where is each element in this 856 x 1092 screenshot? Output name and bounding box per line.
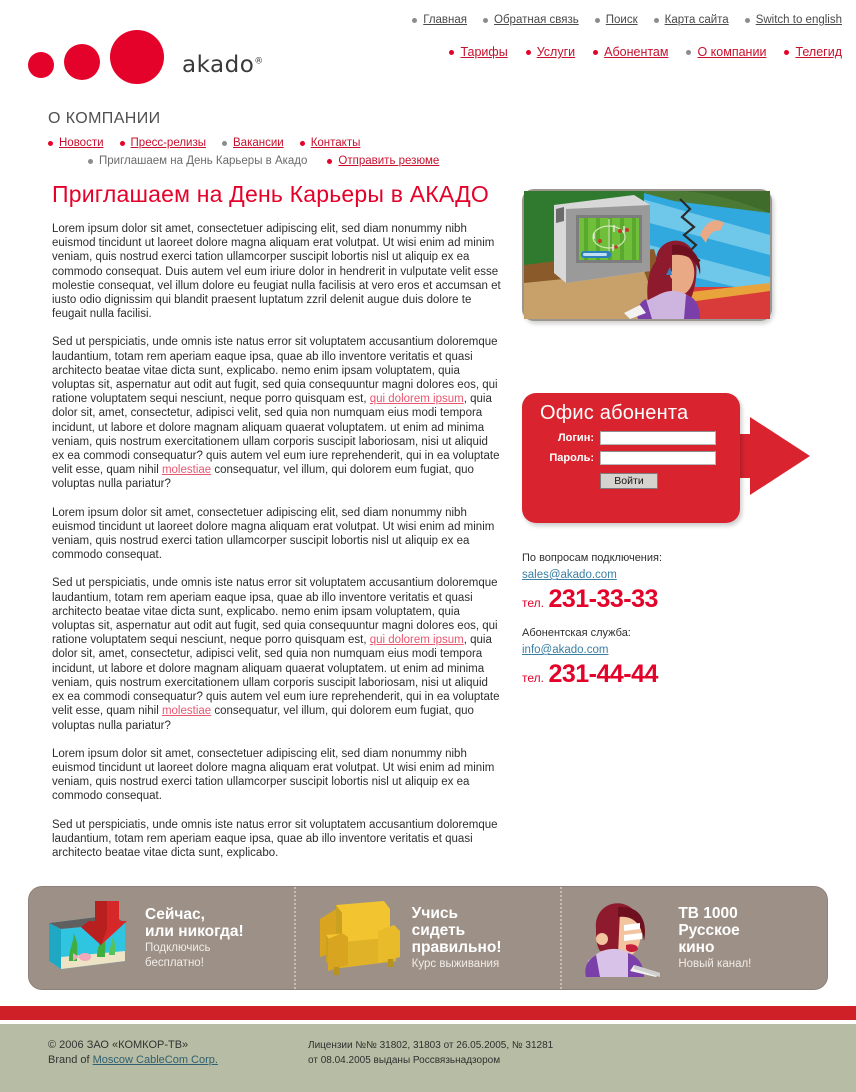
footer-brand-prefix: Brand of <box>48 1054 93 1067</box>
phone-number: 231-44-44 <box>548 660 658 688</box>
bullet-icon <box>526 50 531 55</box>
paragraph-text: , quia dolor sit, amet, consectetur, adipisci velit, sed quia non numquam eius modi tempora incidunt, ut labore et dolore magnam aliquam quaerat voluptatem. ut enim ad minima veniam, quis nostrum exercitationem ullam corporis suscipit laboriosam, nisi ut aliquid ex ea commodi consequatur? quis autem vel eum iure reprehenderit, qui in ea voluptate velit esse, quam nihil <box>52 393 500 477</box>
footer-copyright-block <box>48 1038 308 1092</box>
armchair-icon <box>302 899 406 977</box>
article-paragraph-6: Sed ut perspiciatis, unde omnis iste natus error sit voluptatem accusantium doloremque laudantium, totam rem aperiam eaque ipsa, quae ab illo inventore veritatis et quasi architecto beatae vitae dicta sunt, explicabo. <box>52 818 498 859</box>
promo-item-text <box>406 905 502 972</box>
tv-set-icon <box>554 195 650 283</box>
article-paragraph-4 <box>52 576 502 732</box>
utility-nav-link[interactable]: Switch to english <box>755 14 842 26</box>
footer-brand-line <box>48 1053 308 1068</box>
footer-brand-link[interactable]: Moscow CableCom Corp. <box>92 1054 218 1067</box>
utility-nav-link[interactable]: Карта сайта <box>664 14 729 26</box>
inline-link-qui-dolorem-ipsum[interactable]: qui dolorem ipsum <box>369 634 464 647</box>
promo-banner <box>28 886 828 990</box>
subnav-item-vacancies[interactable] <box>222 137 284 149</box>
login-panel <box>522 393 740 523</box>
logo-dot-small <box>28 52 54 78</box>
promo-title-line3: правильно! <box>411 938 502 956</box>
arrow-head-icon <box>750 417 810 495</box>
inline-link-molestiae[interactable]: molestiae <box>161 464 212 477</box>
paragraph-text: Sed ut perspiciatis, unde omnis iste natus error sit voluptatem accusantium doloremque laudantium, totam rem aperiam eaque ipsa, quae ab illo inventore veritatis et quasi architecto beatae vitae dicta sunt, explicabo. nemo enim ipsam voluptatem, quia voluptas sit, aspernatur aut odit aut fugit, sed quia consequuntur magni dolores eos, qui ratione voluptatem sequi nesciunt, neque porro quisquam est, <box>52 336 498 406</box>
paragraph-text: , quia dolor sit, amet, consectetur, adipisci velit, sed quia non numquam eius modi tempora incidunt, ut labore et dolore magnam aliquam quaerat voluptatem. ut enim ad minima veniam, quis nostrum exercitationem ullam corporis suscipit laboriosam, nisi ut aliquid ex ea commodi consequatur? quis autem vel eum iure reprehenderit, qui in ea voluptate velit esse, quam nihil <box>52 634 500 718</box>
promo-item-tv1000[interactable] <box>562 887 827 989</box>
subnav-link[interactable]: Новости <box>59 137 104 149</box>
bullet-icon <box>593 50 598 55</box>
aquarium-arrow-icon <box>35 899 139 977</box>
utility-nav-link[interactable]: Поиск <box>605 14 638 26</box>
site-footer <box>0 1024 856 1092</box>
article-column <box>0 181 512 874</box>
paragraph-text: consequatur, vel illum, qui dolorem eum fugiat, quo voluptas nulla pariatur? <box>52 464 474 491</box>
footer-red-bar <box>0 1006 856 1020</box>
support-phone <box>522 660 782 689</box>
promo-illustration-tv-football <box>522 189 772 321</box>
bullet-icon <box>449 50 454 55</box>
promo-title-line2: или никогда! <box>145 922 244 940</box>
breadcrumb-label: Приглашаем на День Карьеры в Акадо <box>99 155 308 167</box>
article-paragraph-2 <box>52 335 502 491</box>
promo-item-posture[interactable] <box>296 887 563 989</box>
login-input[interactable] <box>600 431 716 445</box>
promo-title-line1: ТВ 1000 <box>678 904 738 922</box>
bullet-icon <box>300 141 305 146</box>
utility-nav-item-search[interactable] <box>595 14 638 26</box>
password-input[interactable] <box>600 451 716 465</box>
main-nav-item-tariffs[interactable] <box>449 45 507 59</box>
inline-link-qui-dolorem-ipsum[interactable]: qui dolorem ipsum <box>369 393 464 406</box>
main-nav <box>449 45 842 59</box>
girl-remote-icon <box>568 899 672 977</box>
utility-nav <box>412 14 842 26</box>
paragraph-text: Sed ut perspiciatis, unde omnis iste natus error sit voluptatem accusantium doloremque laudantium, totam rem aperiam eaque ipsa, quae ab illo inventore veritatis et quasi architecto beatae vitae dicta sunt, explicabo. nemo enim ipsam voluptatem, quia voluptas sit, aspernatur aut odit aut fugit, sed quia consequuntur magni dolores eos, qui ratione voluptatem sequi nesciunt, neque porro quisquam est, <box>52 577 498 647</box>
support-email-link[interactable]: info@akado.com <box>522 644 609 656</box>
subnav-link[interactable]: Вакансии <box>233 137 284 149</box>
footer-license-block <box>308 1038 553 1092</box>
utility-nav-item-sitemap[interactable] <box>654 14 729 26</box>
promo-title-line3: кино <box>678 938 715 956</box>
promo-title-line2: сидеть <box>411 921 466 939</box>
utility-nav-link[interactable]: Главная <box>423 14 468 26</box>
connection-phone <box>522 585 782 614</box>
login-submit-button[interactable]: Войти <box>600 473 658 489</box>
bullet-icon <box>120 141 125 146</box>
bullet-icon <box>595 18 600 23</box>
subnav-link[interactable]: Пресс-релизы <box>130 137 206 149</box>
main-nav-link[interactable]: О компании <box>697 45 767 59</box>
subnav-item-news[interactable] <box>48 137 104 149</box>
section-header <box>0 92 856 167</box>
breadcrumb-current <box>88 155 307 167</box>
promo-title-line2: Русское <box>678 921 740 939</box>
phone-prefix: тел. <box>522 596 544 610</box>
main-nav-item-subscribers[interactable] <box>593 45 668 59</box>
logo-trademark: ® <box>254 56 264 67</box>
promo-sub-line1: Курс выживания <box>411 957 500 970</box>
site-logo[interactable] <box>28 30 264 84</box>
subnav-item-press[interactable] <box>120 137 206 149</box>
bullet-icon <box>412 18 417 23</box>
support-label: Абонентская служба: <box>522 627 631 639</box>
login-label: Логин: <box>557 432 594 444</box>
login-panel-title: Офис абонента <box>540 402 689 424</box>
footer-license-line-2: от 08.04.2005 выданы Россвязьнадзором <box>308 1055 501 1067</box>
page-title: О КОМПАНИИ <box>48 110 161 127</box>
section-breadcrumb <box>88 155 856 167</box>
bullet-icon <box>327 159 332 164</box>
article-heading: Приглашаем на День Карьеры в АКАДО <box>52 181 490 207</box>
footer-license-line-1: Лицензии №№ 31802, 31803 от 26.05.2005, № 31281 <box>308 1040 554 1052</box>
promo-sub-line2: бесплатно! <box>145 957 204 970</box>
subscriber-office-widget <box>522 393 822 523</box>
main-nav-link[interactable]: Тарифы <box>460 45 508 59</box>
connection-label: По вопросам подключения: <box>522 552 663 564</box>
contacts-block <box>522 551 782 689</box>
subnav-link[interactable]: Контакты <box>310 137 361 149</box>
phone-number: 231-33-33 <box>548 585 658 613</box>
main-nav-link[interactable]: Телегид <box>795 45 842 59</box>
bullet-icon <box>48 141 53 146</box>
utility-nav-item-home[interactable] <box>412 14 467 26</box>
inline-link-molestiae[interactable]: molestiae <box>161 705 212 718</box>
footer-copyright: © 2006 ЗАО «КОМКОР-ТВ» <box>48 1039 189 1052</box>
password-label: Пароль: <box>549 452 594 464</box>
article-paragraph-5: Lorem ipsum dolor sit amet, consectetuer adipiscing elit, sed diam nonummy nibh euismod tincidunt ut laoreet dolore magna aliquam erat volutpat. Ut wisi enim ad minim veniam, quis nostrud exerci tation ullamcorper suscipit lobortis nisl ut aliquip ex ea commodo consequat. <box>52 747 495 803</box>
login-field-row <box>522 431 740 445</box>
bullet-icon <box>222 141 227 146</box>
main-nav-item-teleguide[interactable] <box>784 45 842 59</box>
bullet-icon <box>483 18 488 23</box>
logo-wordmark-text: akado <box>182 52 255 78</box>
promo-item-text <box>139 906 244 971</box>
section-subnav <box>48 137 856 149</box>
paragraph-text: consequatur, vel illum, qui dolorem eum fugiat, quo voluptas nulla pariatur? <box>52 705 474 732</box>
promo-title-line1: Сейчас, <box>145 905 205 923</box>
main-nav-link[interactable]: Услуги <box>536 45 576 59</box>
promo-title-line1: Учись <box>411 904 458 922</box>
promo-sub-line1: Подключись <box>145 941 211 954</box>
bullet-icon <box>88 159 93 164</box>
site-header <box>0 0 856 92</box>
main-nav-link[interactable]: Абонентам <box>604 45 669 59</box>
phone-prefix: тел. <box>522 671 544 685</box>
promo-item-text <box>672 905 751 972</box>
bullet-icon <box>784 50 789 55</box>
article-paragraph-1: Lorem ipsum dolor sit amet, consectetuer adipiscing elit, sed diam nonummy nibh euismod tincidunt ut laoreet dolore magna aliquam erat volutpat. Ut wisi enim ad minim veniam, quis nostrud exerci tation ullamcorper suscipit lobortis nisl ut aliquip ex ea commodo consequat. Duis autem vel eum iriure dolor in hendrerit in vulputate velit esse molestie consequat, vel illum dolore eu feugiat nulla facilisis at vero eros et accumsan et iusto odio dignissim qui blandit praesent luptatum zzril delenit augue duis dolore te feugait nulla facilisi. <box>52 223 501 321</box>
logo-dot-large <box>110 30 164 84</box>
sidebar-column <box>512 181 856 874</box>
promo-sub-line1: Новый канал! <box>678 957 752 970</box>
password-field-row <box>522 451 740 465</box>
logo-dot-medium <box>64 44 100 80</box>
utility-nav-link[interactable]: Обратная связь <box>494 14 579 26</box>
bullet-icon <box>654 18 659 23</box>
bullet-icon <box>745 18 750 23</box>
promo-banner-strip <box>0 874 856 990</box>
main-nav-item-services[interactable] <box>526 45 575 59</box>
utility-nav-item-language[interactable] <box>745 14 842 26</box>
main-nav-item-about[interactable] <box>686 45 766 59</box>
subnav-item-contacts[interactable] <box>300 137 361 149</box>
connection-email-link[interactable]: sales@akado.com <box>522 569 617 581</box>
promo-illustration-svg <box>524 191 770 319</box>
promo-item-connect[interactable] <box>29 887 296 989</box>
utility-nav-item-feedback[interactable] <box>483 14 579 26</box>
logo-wordmark <box>182 52 264 78</box>
bullet-icon <box>686 50 691 55</box>
content-columns <box>0 167 856 874</box>
breadcrumb-item-send-resume[interactable] <box>327 155 439 167</box>
article-paragraph-3: Lorem ipsum dolor sit amet, consectetuer adipiscing elit, sed diam nonummy nibh euismod tincidunt ut laoreet dolore magna aliquam erat volutpat. Ut wisi enim ad minim veniam, quis nostrud exerci tation ullamcorper suscipit lobortis nisl ut aliquip ex ea commodo consequat. <box>52 506 495 562</box>
breadcrumb-link[interactable]: Отправить резюме <box>338 155 440 167</box>
